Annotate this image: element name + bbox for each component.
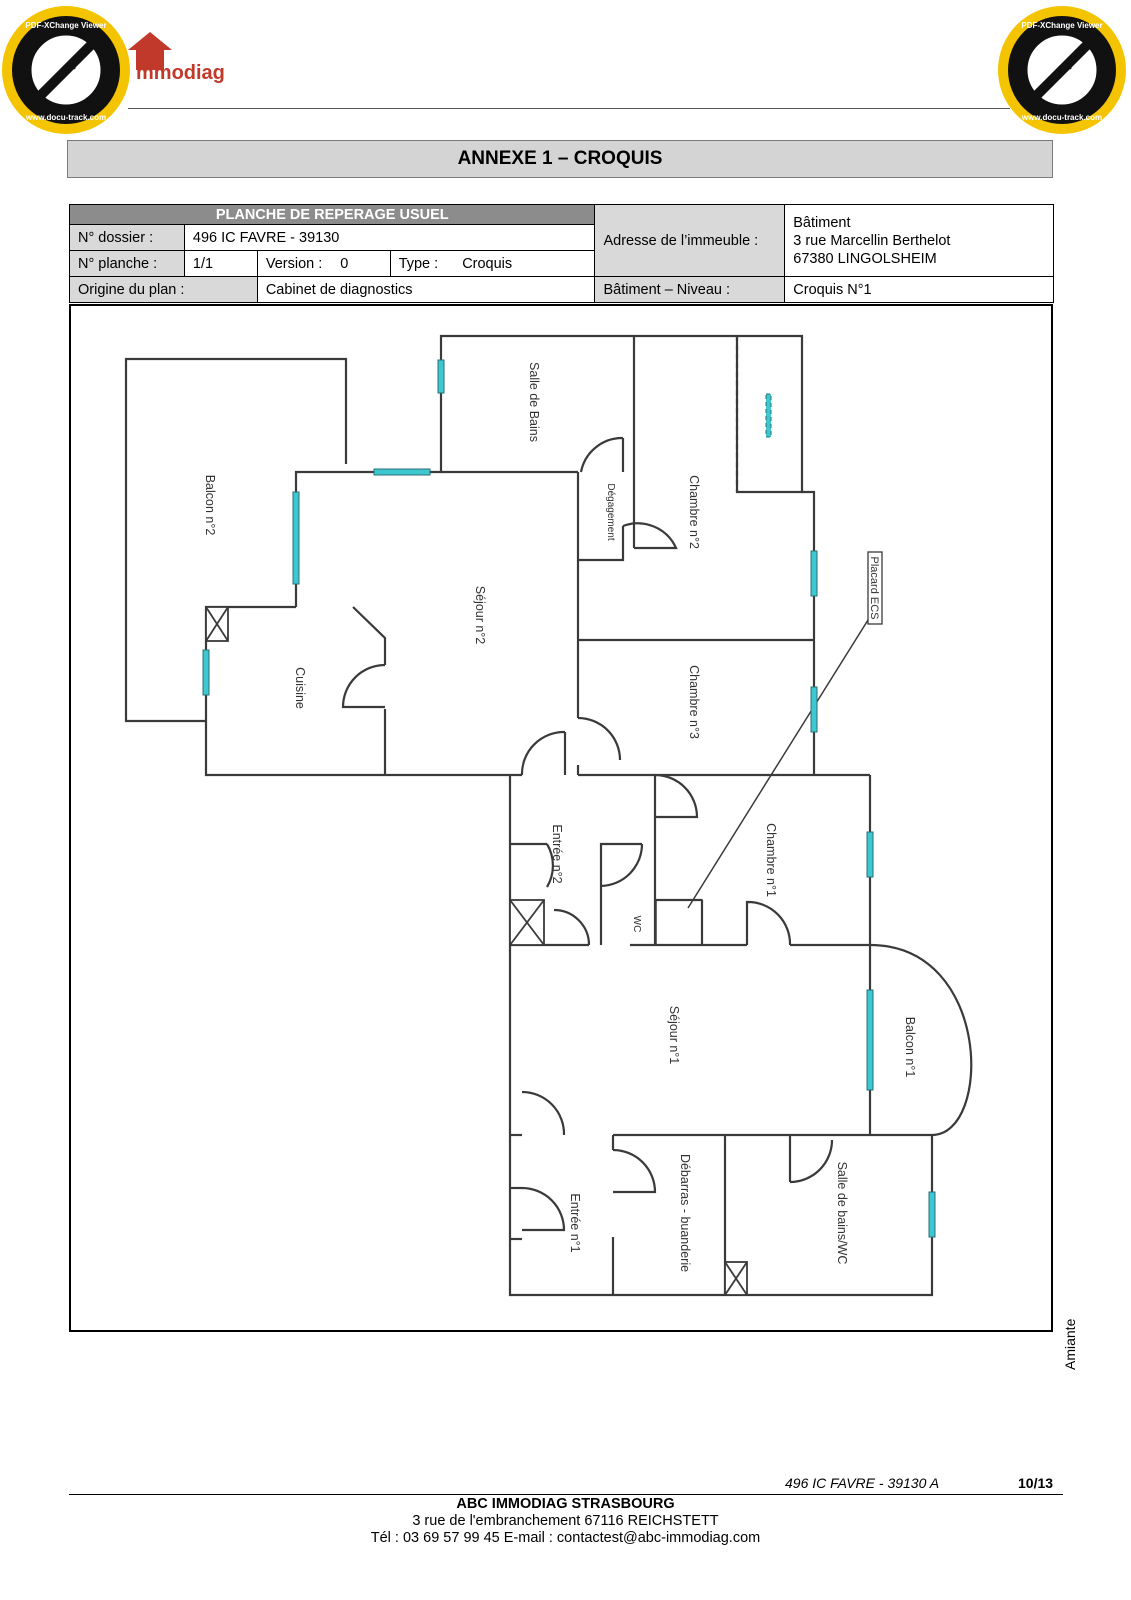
room-wc: WC — [631, 915, 642, 933]
page-title: ANNEXE 1 – CROQUIS — [67, 140, 1053, 178]
side-label: Amiante — [1062, 1318, 1078, 1370]
room-chambre-2: Chambre n°2 — [687, 475, 701, 549]
windows — [203, 360, 935, 1237]
room-salle-bains-wc: Salle de bains/WC — [835, 1161, 849, 1265]
footer-company: ABC IMMODIAG STRASBOURG — [456, 1496, 675, 1512]
room-chambre-3: Chambre n°3 — [687, 665, 701, 739]
origin-value: Cabinet de diagnostics — [257, 277, 595, 303]
room-entree-2: Entrée n°2 — [550, 824, 564, 884]
badge-middle-text: Click to buy NOW! — [1035, 43, 1091, 99]
dossier-label: N° dossier : — [70, 225, 185, 251]
footer-block — [0, 1496, 1131, 1547]
room-degagement: Dégagement — [605, 483, 616, 541]
room-placard-ecs: Placard ECS — [868, 556, 880, 620]
badge-middle-text: Click to buy NOW! — [39, 43, 95, 99]
type-value: Croquis — [462, 255, 513, 272]
origin-label: Origine du plan : — [70, 277, 258, 303]
footer-rule — [69, 1494, 1063, 1495]
section-header: PLANCHE DE REPERAGE USUEL — [70, 205, 595, 225]
dossier-value: 496 IC FAVRE - 39130 — [184, 225, 595, 251]
logo-suffix: mmodiag — [136, 62, 225, 84]
footer-page-number: 10/13 — [1018, 1475, 1054, 1491]
version-value: 0 — [340, 255, 349, 272]
batiment-value: Croquis N°1 — [785, 277, 1054, 303]
badge-top-text: PDF-XChange Viewer — [25, 21, 107, 30]
planche-value: 1/1 — [184, 251, 257, 277]
type-label: Type : — [398, 255, 439, 272]
address-line-2: 3 rue Marcellin Berthelot — [793, 232, 951, 249]
planche-label: N° planche : — [70, 251, 185, 277]
footer-address: 3 rue de l'embranchement 67116 REICHSTETT — [412, 1513, 719, 1529]
room-chambre-1: Chambre n°1 — [764, 823, 778, 897]
address-line-3: 67380 LINGOLSHEIM — [793, 250, 937, 267]
address-line-1: Bâtiment — [793, 214, 851, 231]
version-label: Version : — [265, 255, 323, 272]
badge-bottom-text: www.docu-track.com — [1021, 113, 1103, 122]
footer-contact: Tél : 03 69 57 99 45 E-mail : contactest@abc-immodiag.com — [370, 1530, 761, 1546]
badge-top-text: PDF-XChange Viewer — [1021, 21, 1103, 30]
room-entree-1: Entrée n°1 — [568, 1193, 582, 1253]
room-balcon-1: Balcon n°1 — [903, 1016, 917, 1078]
batiment-label: Bâtiment – Niveau : — [595, 277, 785, 303]
floor-plan-frame — [69, 304, 1053, 1332]
floor-plan — [2, 2, 1131, 1342]
ventilation-ducts — [206, 607, 747, 1295]
room-balcon-2: Balcon n°2 — [203, 474, 217, 536]
badge-bottom-text: www.docu-track.com — [25, 113, 107, 122]
room-sejour-2: Séjour n°2 — [473, 585, 487, 645]
walls — [126, 336, 971, 1295]
room-cuisine: Cuisine — [293, 667, 307, 709]
room-debarras: Débarras - buanderie — [678, 1153, 692, 1273]
address-label: Adresse de l’immeuble : — [595, 205, 785, 277]
room-sejour-1: Séjour n°1 — [667, 1005, 681, 1065]
footer-reference: 496 IC FAVRE - 39130 A — [785, 1475, 940, 1491]
room-salle-de-bains: Salle de Bains — [527, 362, 541, 442]
